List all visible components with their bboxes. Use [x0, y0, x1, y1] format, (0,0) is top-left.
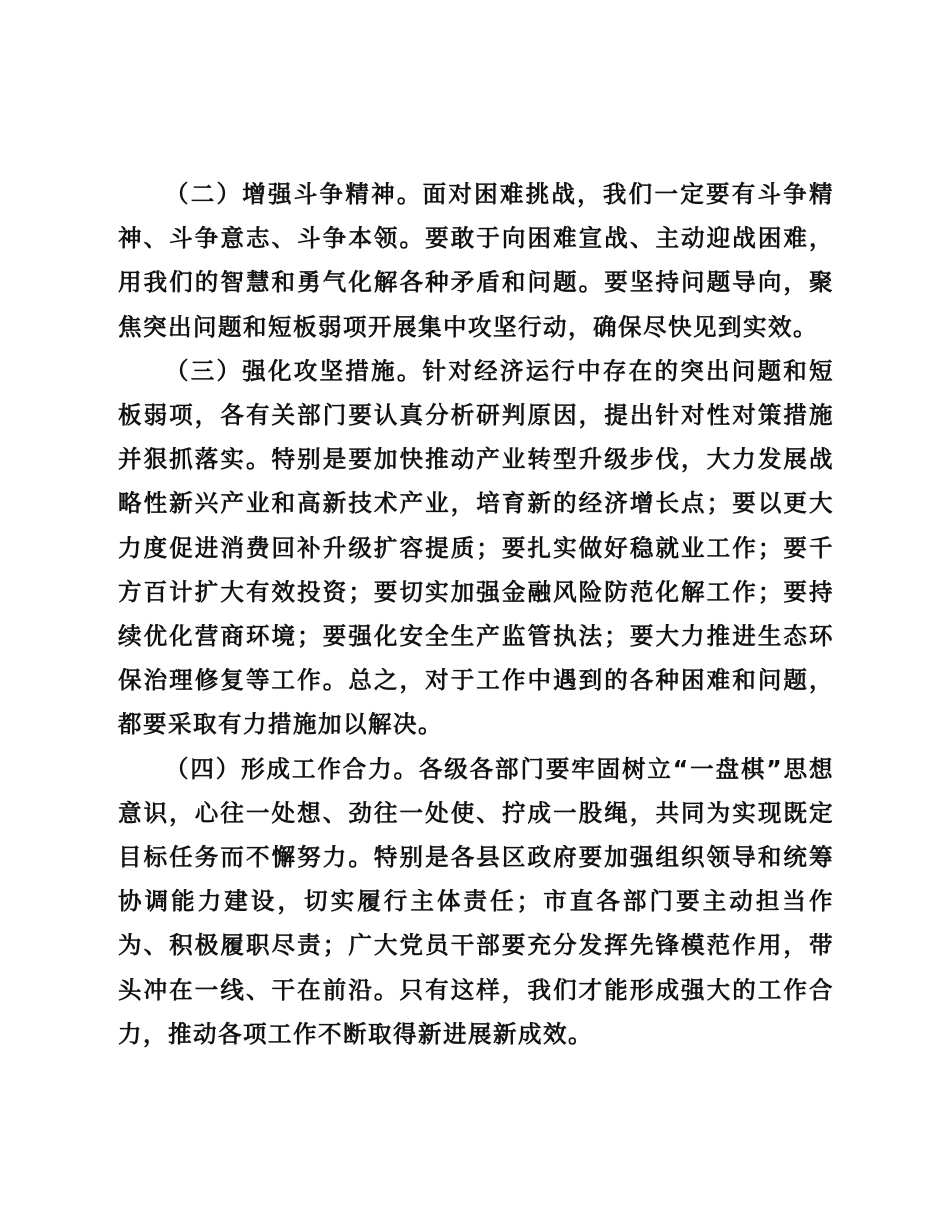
paragraph-strengthen-measures: （三）强化攻坚措施。针对经济运行中存在的突出问题和短板弱项，各有关部门要认真分析研判原因，提出针对性对策措施并狠抓落实。特别是要加快推动产业转型升级步伐，大力发展战略性新兴产业和高新技术产业，培育新的经济增长点；要以更大力度促进消费回补升级扩容提质；要扎实做好稳就业工作；要千方百计扩大有效投资；要切实加强金融风险防范化解工作；要持续优化营商环境；要强化安全生产监管执法；要大力推进生态环保治理修复等工作。总之，对于工作中遇到的各种困难和问题，都要采取有力措施加以解决。: [118, 356, 834, 739]
paragraph-struggle-spirit: （二）增强斗争精神。面对困难挑战，我们一定要有斗争精神、斗争意志、斗争本领。要敢于向困难宣战、主动迎战困难，用我们的智慧和勇气化解各种矛盾和问题。要坚持问题导向，聚焦突出问题和短板弱项开展集中攻坚行动，确保尽快见到实效。: [118, 180, 834, 341]
document-page: [118, 172, 834, 1056]
paragraph-joint-force: （四）形成工作合力。各级各部门要牢固树立“一盘棋”思想意识，心往一处想、劲往一处使、拧成一股绳，共同为实现既定目标任务而不懈努力。特别是各县区政府要加强组织领导和统筹协调能力建设，切实履行主体责任；市直各部门要主动担当作为、积极履职尽责；广大党员干部要充分发挥先锋模范作用，带头冲在一线、干在前沿。只有这样，我们才能形成强大的工作合力，推动各项工作不断取得新进展新成效。: [118, 754, 834, 1048]
